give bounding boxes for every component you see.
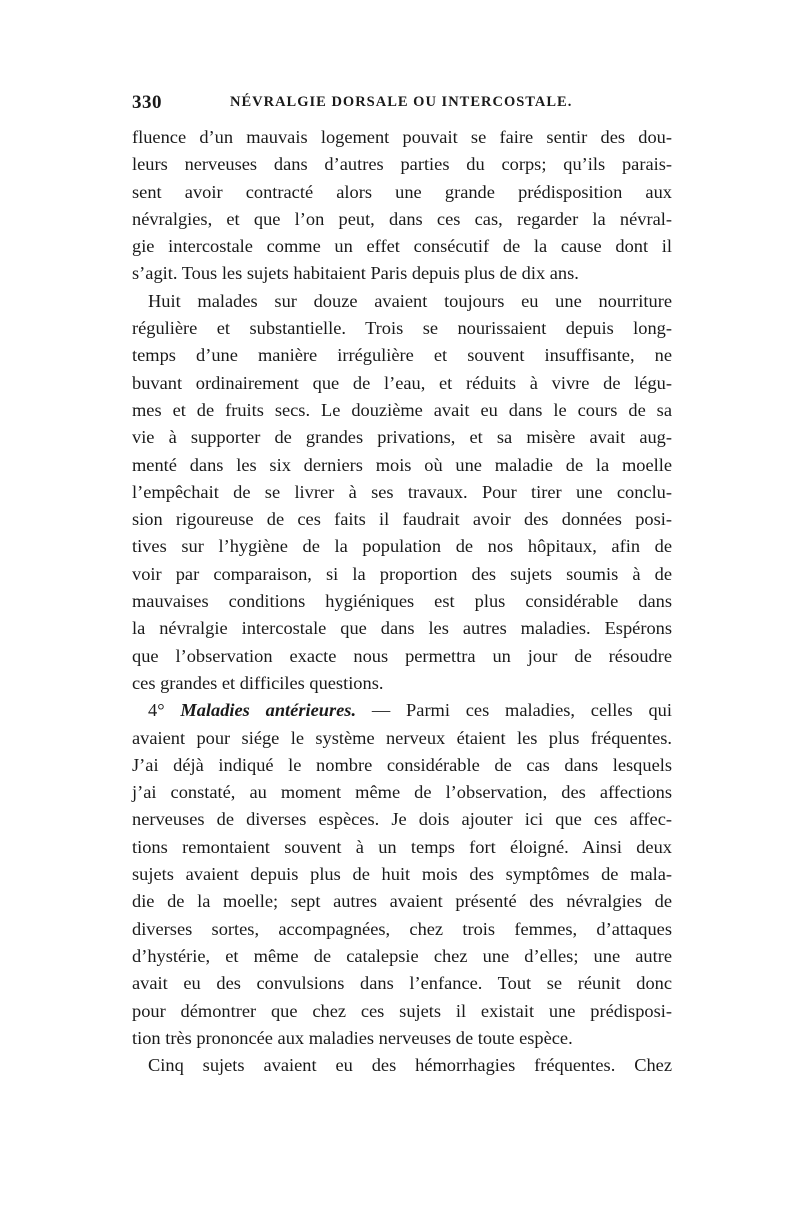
paragraph-3 (132, 697, 672, 1052)
text-fragment: — Parmi ces maladies, celles qui (356, 700, 672, 721)
text-line: pour démontrer que chez ces sujets il existait une prédisposi- (132, 1000, 672, 1021)
text-line: leurs nerveuses dans d’autres parties du corps; qu’ils parais- (132, 154, 672, 175)
text-line: l’empêchait de se livrer à ses travaux. Pour tirer une conclu- (132, 481, 672, 502)
text-line: d’hystérie, et même de catalepsie chez une d’elles; une autre (132, 945, 672, 966)
text-line: la névralgie intercostale que dans les autres maladies. Espérons (132, 618, 672, 639)
running-header (132, 92, 672, 120)
section-title: Maladies antérieures. (180, 700, 357, 721)
text-line: gie intercostale comme un effet consécutif de la cause dont il (132, 236, 672, 257)
page-number: 330 (132, 92, 162, 113)
text-line: sujets avaient depuis plus de huit mois des symptômes de mala- (132, 864, 672, 885)
running-title: NÉVRALGIE DORSALE OU INTERCOSTALE. (230, 94, 573, 110)
text-line: die de la moelle; sept autres avaient présenté des névralgies de (132, 891, 672, 912)
text-line: menté dans les six derniers mois où une maladie de la moelle (132, 454, 672, 475)
text-line: temps d’une manière irrégulière et souvent insuffisante, ne (132, 345, 672, 366)
paragraph-2 (132, 288, 672, 697)
section-heading-line (132, 697, 672, 724)
text-line: vie à supporter de grandes privations, et sa misère avait aug- (132, 427, 672, 448)
text-line: mes et de fruits secs. Le douzième avait eu dans le cours de sa (132, 399, 672, 420)
text-line: sent avoir contracté alors une grande prédisposition aux (132, 181, 672, 202)
text-line: Huit malades sur douze avaient toujours eu une nourriture (148, 290, 672, 311)
text-line: ces grandes et difficiles questions. (132, 672, 384, 693)
text-line: s’agit. Tous les sujets habitaient Paris depuis plus de dix ans. (132, 263, 579, 284)
text-line: mauvaises conditions hygiéniques est plus considérable dans (132, 591, 672, 612)
text-line: avait eu des convulsions dans l’enfance. Tout se réunit donc (132, 973, 672, 994)
document-page (132, 92, 672, 1079)
text-line: nerveuses de diverses espèces. Je dois ajouter ici que ces affec- (132, 809, 672, 830)
text-line: sion rigoureuse de ces faits il faudrait avoir des données posi- (132, 509, 672, 530)
text-line: diverses sortes, accompagnées, chez trois femmes, d’attaques (132, 918, 672, 939)
text-line: avaient pour siége le système nerveux étaient les plus fréquentes. (132, 727, 672, 748)
text-line: Cinq sujets avaient eu des hémorrhagies fréquentes. Chez (148, 1055, 672, 1076)
text-line: voir par comparaison, si la proportion des sujets soumis à de (132, 563, 672, 584)
text-line: j’ai constaté, au moment même de l’observation, des affections (132, 782, 672, 803)
paragraph-1 (132, 124, 672, 288)
text-line: tion très prononcée aux maladies nerveuses de toute espèce. (132, 1027, 573, 1048)
text-line: tions remontaient souvent à un temps fort éloigné. Ainsi deux (132, 836, 672, 857)
text-line: fluence d’un mauvais logement pouvait se faire sentir des dou- (132, 127, 672, 147)
text-line: buvant ordinairement que de l’eau, et réduits à vivre de légu- (132, 372, 672, 393)
text-line: névralgies, et que l’on peut, dans ces cas, regarder la névral- (132, 208, 672, 229)
section-number: 4° (148, 700, 165, 721)
text-line: régulière et substantielle. Trois se nourissaient depuis long- (132, 318, 672, 339)
text-line: J’ai déjà indiqué le nombre considérable de cas dans lesquels (132, 754, 672, 775)
paragraph-4 (132, 1052, 672, 1079)
body-text (132, 124, 672, 1079)
text-line: tives sur l’hygiène de la population de nos hôpitaux, afin de (132, 536, 672, 557)
text-line: que l’observation exacte nous permettra un jour de résoudre (132, 645, 672, 666)
